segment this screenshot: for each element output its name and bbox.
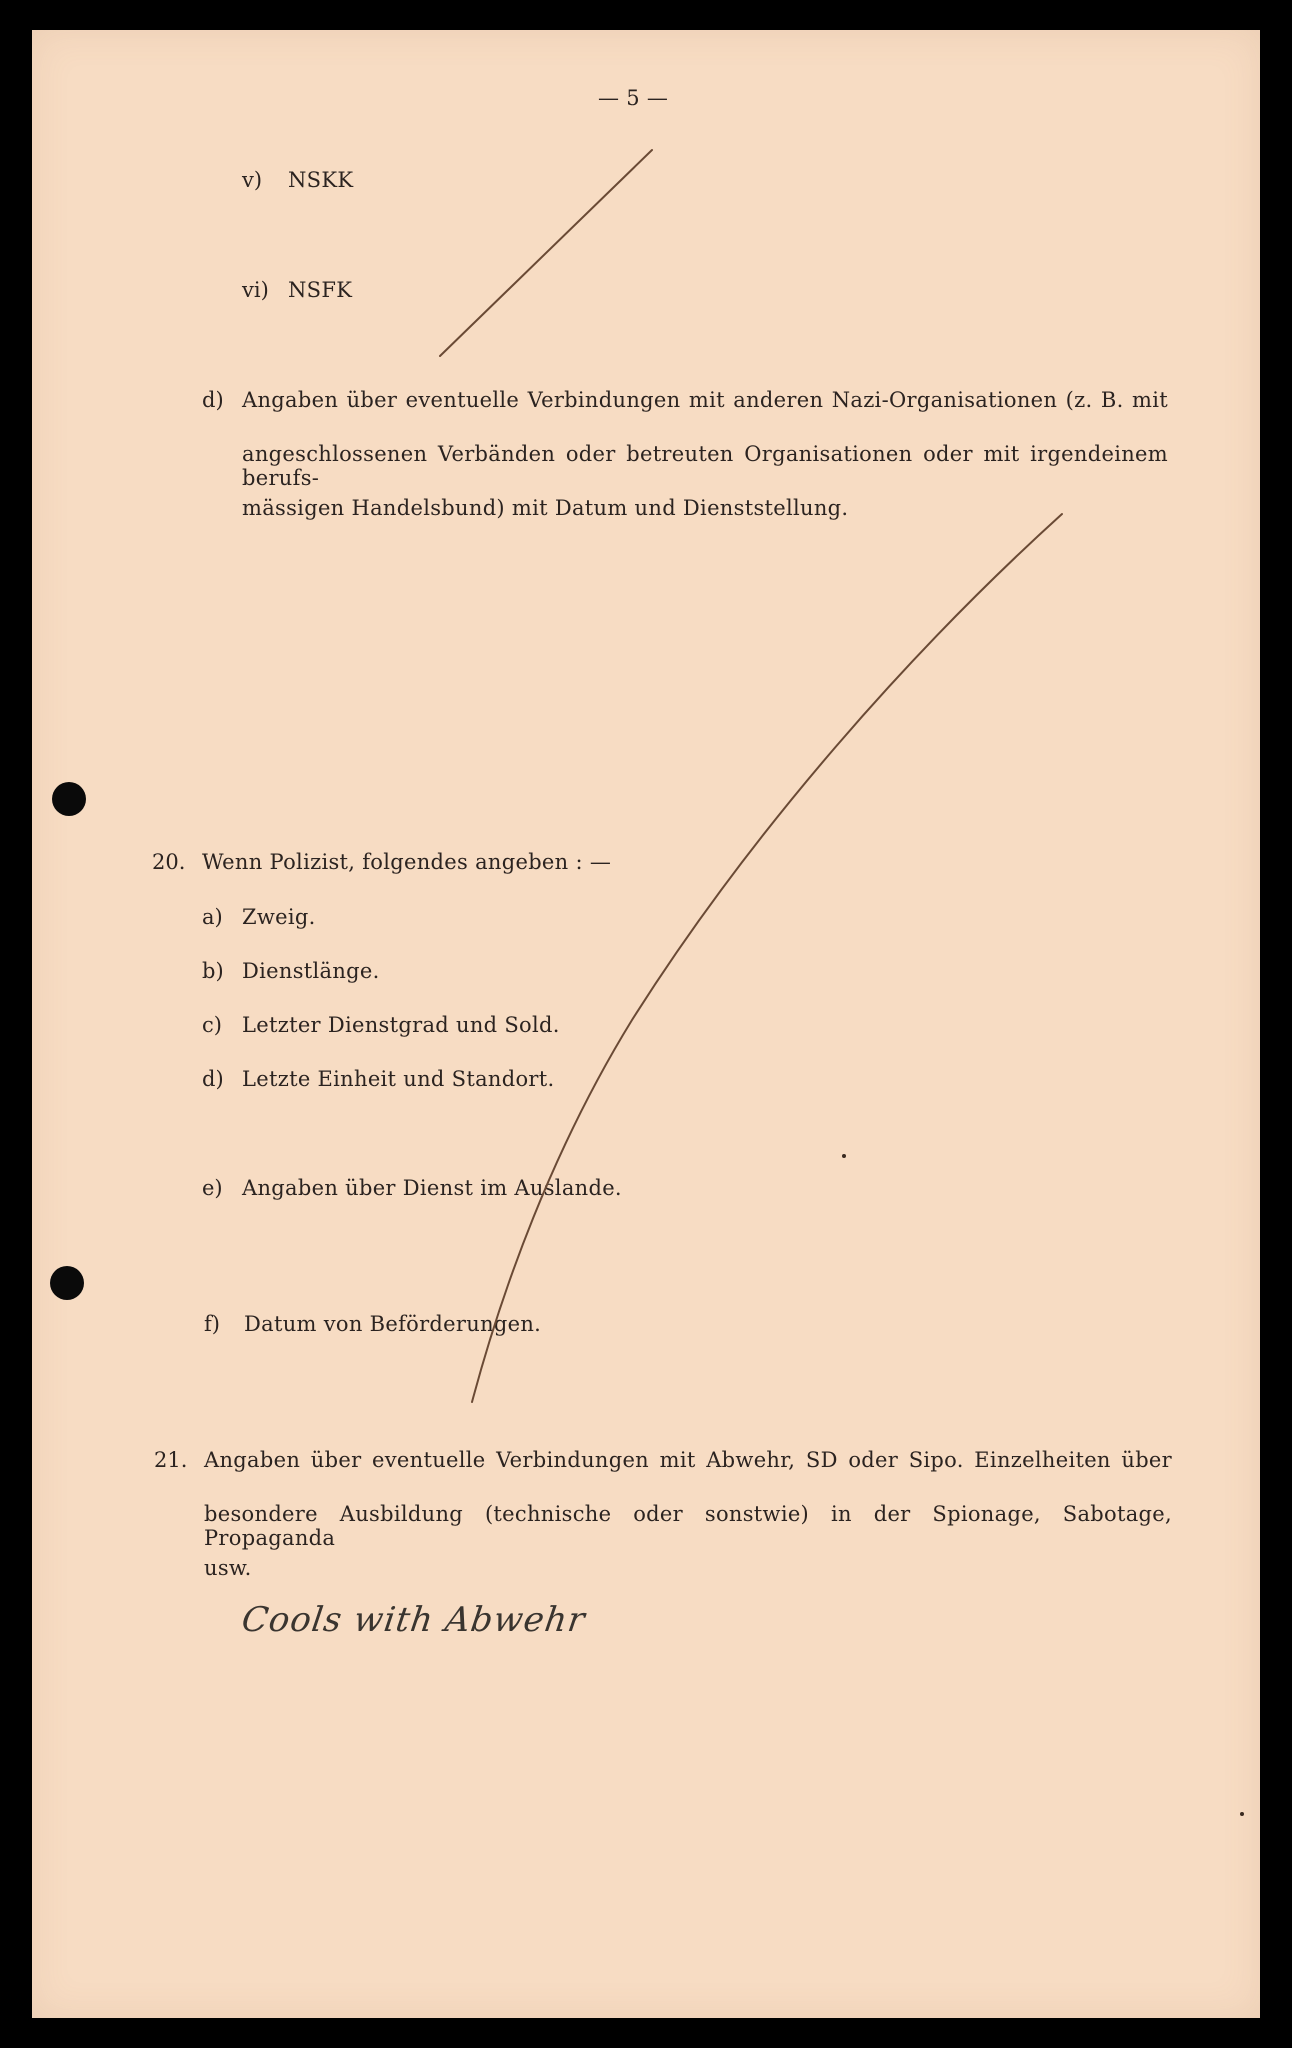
q21-line-1: Angaben über eventuelle Verbindungen mit Abwehr, SD oder Sipo. Einzelheiten über [204,1448,1172,1472]
q20-e-label: e) [202,1176,223,1200]
ink-speck [1240,1812,1244,1816]
q20-d-label: d) [202,1067,224,1091]
q20-text: Wenn Polizist, folgendes angeben : — [202,850,612,874]
q20-f-label: f) [204,1312,220,1336]
q20-number: 20. [152,850,186,874]
q20-a-text: Zweig. [242,905,316,929]
item-d-line-3: mässigen Handelsbund) mit Datum und Dienststellung. [242,496,849,520]
strike-line-main [472,514,1062,1402]
punch-hole-top [52,782,86,816]
q20-b-text: Dienstlänge. [242,959,380,983]
q21-line-3: usw. [204,1556,252,1580]
q20-d-text: Letzte Einheit und Standort. [242,1067,555,1091]
punch-hole-bottom [50,1266,84,1300]
q20-e-text: Angaben über Dienst im Auslande. [242,1176,622,1200]
item-v-label: v) [242,168,263,192]
item-d-label: d) [202,388,224,412]
item-vi-text: NSFK [288,278,353,302]
ink-speck [842,1154,846,1158]
q20-c-text: Letzter Dienstgrad und Sold. [242,1013,560,1037]
page-number: — 5 — [598,86,669,110]
q21-number: 21. [154,1448,188,1472]
q20-a-label: a) [202,905,223,929]
item-d-line-2: angeschlossenen Verbänden oder betreuten Organisationen oder mit irgendeinem berufs- [242,442,1168,490]
q20-b-label: b) [202,959,224,983]
q20-f-text: Datum von Beförderungen. [244,1312,542,1336]
item-d-line-1: Angaben über eventuelle Verbindungen mit anderen Nazi-Organisationen (z. B. mit [242,388,1168,412]
handwritten-note: Cools with Abwehr [239,1600,588,1640]
q20-c-label: c) [202,1013,222,1037]
document-page [32,30,1260,2018]
pencil-strike-lines [32,30,1260,2018]
strike-line-top [440,150,652,356]
q21-line-2: besondere Ausbildung (technische oder sonstwie) in der Spionage, Sabotage, Propaganda [204,1502,1172,1550]
item-v-text: NSKK [288,168,354,192]
item-vi-label: vi) [242,278,269,302]
